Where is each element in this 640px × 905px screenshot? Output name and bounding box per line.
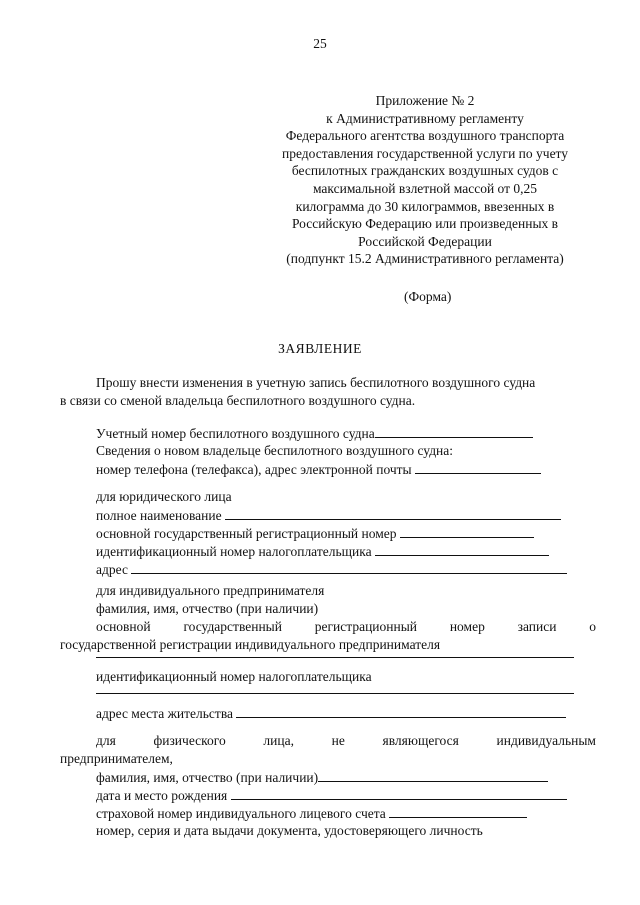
ind-fio-field[interactable] [318, 768, 548, 782]
residence-field[interactable] [236, 704, 566, 718]
individual-block [60, 732, 600, 840]
ip-inn-field[interactable] [96, 692, 574, 694]
full-name-field[interactable] [225, 506, 561, 520]
legal-entity-block [96, 488, 636, 578]
legal-entity-header: для юридического лица [96, 489, 232, 504]
ogrnip-field[interactable] [96, 656, 574, 658]
residence-row [60, 704, 600, 722]
ip-header: для индивидуального предпринимателя [96, 583, 325, 598]
appendix-line: максимальной взлетной массой от 0,25 [312, 180, 538, 196]
full-name-label: полное наименование [96, 508, 222, 523]
ogrnip-word: государственный [183, 619, 282, 634]
ogrnip-continuation: государственной регистрации индивидуального предпринимателя [60, 637, 441, 652]
individual-word: физического [153, 733, 226, 748]
ogrnip-word: номер [449, 619, 485, 634]
individual-word: не [331, 733, 345, 748]
account-number-field[interactable] [375, 424, 533, 438]
snils-label: страховой номер индивидуального лицевого счета [96, 806, 386, 821]
ip-inn-field-row [60, 692, 600, 704]
ogrnip-word: регистрационный [314, 619, 418, 634]
inn-label: идентификационный номер налогоплательщика [96, 544, 372, 559]
appendix-line: Федерального агентства воздушного транспорта [285, 128, 565, 144]
intro-line-1: Прошу внести изменения в учетную запись беспилотного воздушного судна [96, 375, 536, 390]
new-owner-label: Сведения о новом владельце беспилотного воздушного судна: [96, 443, 454, 458]
individual-justified [96, 732, 596, 750]
ogrnip-justified [96, 618, 596, 636]
address-row [96, 560, 636, 578]
id-doc-label: номер, серия и дата выдачи документа, удостоверяющего личность [96, 823, 483, 838]
ind-fio-row [60, 768, 600, 786]
owner-block [96, 424, 636, 478]
ogrnip-row [60, 618, 600, 636]
ogrnip-field-row [60, 656, 600, 668]
form-label: (Форма) [404, 289, 452, 304]
individual-word: индивидуальным [496, 733, 596, 748]
phone-email-label: номер телефона (телефакса), адрес электронной почты [96, 462, 412, 477]
account-number-row [96, 424, 636, 442]
individual-word: для [96, 733, 116, 748]
intro-line-2: в связи со сменой владельца беспилотного воздушного судна. [60, 393, 416, 408]
phone-email-field[interactable] [415, 460, 541, 474]
appendix-line: (подпункт 15.2 Административного регламента) [286, 251, 564, 267]
ogrnip-word: о [589, 619, 596, 634]
ogrnip-word: основной [96, 619, 151, 634]
appendix-line: беспилотных гражданских воздушных судов с [291, 163, 559, 179]
intro-paragraph [60, 374, 600, 410]
document-title: ЗАЯВЛЕНИЕ [278, 341, 362, 356]
birth-label: дата и место рождения [96, 788, 228, 803]
appendix-line: Российскую Федерацию или произведенных в [291, 216, 559, 232]
appendix-line: Приложение № 2 [375, 93, 475, 108]
appendix-line: Российской Федерации [358, 233, 492, 249]
ogrn-label: основной государственный регистрационный номер [96, 526, 397, 541]
appendix-header [255, 92, 595, 268]
snils-field[interactable] [389, 804, 527, 818]
address-field[interactable] [131, 560, 567, 574]
full-name-row [96, 506, 636, 524]
ip-block [60, 582, 600, 722]
individual-word: лица, [263, 733, 294, 748]
snils-row [60, 804, 600, 822]
individual-word: являющегося [382, 733, 459, 748]
ogrnip-word: записи [517, 619, 557, 634]
address-label: адрес [96, 562, 128, 577]
ip-inn-label: идентификационный номер налогоплательщика [96, 669, 372, 684]
page-number: 25 [313, 36, 327, 51]
inn-row [96, 542, 636, 560]
ogrn-row [96, 524, 636, 542]
account-number-label: Учетный номер беспилотного воздушного судна [96, 426, 375, 441]
individual-continuation: предпринимателем, [60, 751, 173, 766]
inn-field[interactable] [375, 542, 549, 556]
birth-field[interactable] [231, 786, 567, 800]
appendix-line: предоставления государственной услуги по учету [281, 145, 569, 161]
ogrn-field[interactable] [400, 524, 534, 538]
residence-label: адрес места жительства [96, 706, 234, 721]
appendix-line: к Административному регламенту [326, 110, 524, 126]
individual-row [60, 732, 600, 750]
ind-fio-label: фамилия, имя, отчество (при наличии) [96, 770, 319, 785]
ip-fio-label: фамилия, имя, отчество (при наличии) [96, 601, 319, 616]
birth-row [60, 786, 600, 804]
phone-email-row [96, 460, 636, 478]
appendix-line: килограмма до 30 килограммов, ввезенных в [295, 198, 555, 214]
